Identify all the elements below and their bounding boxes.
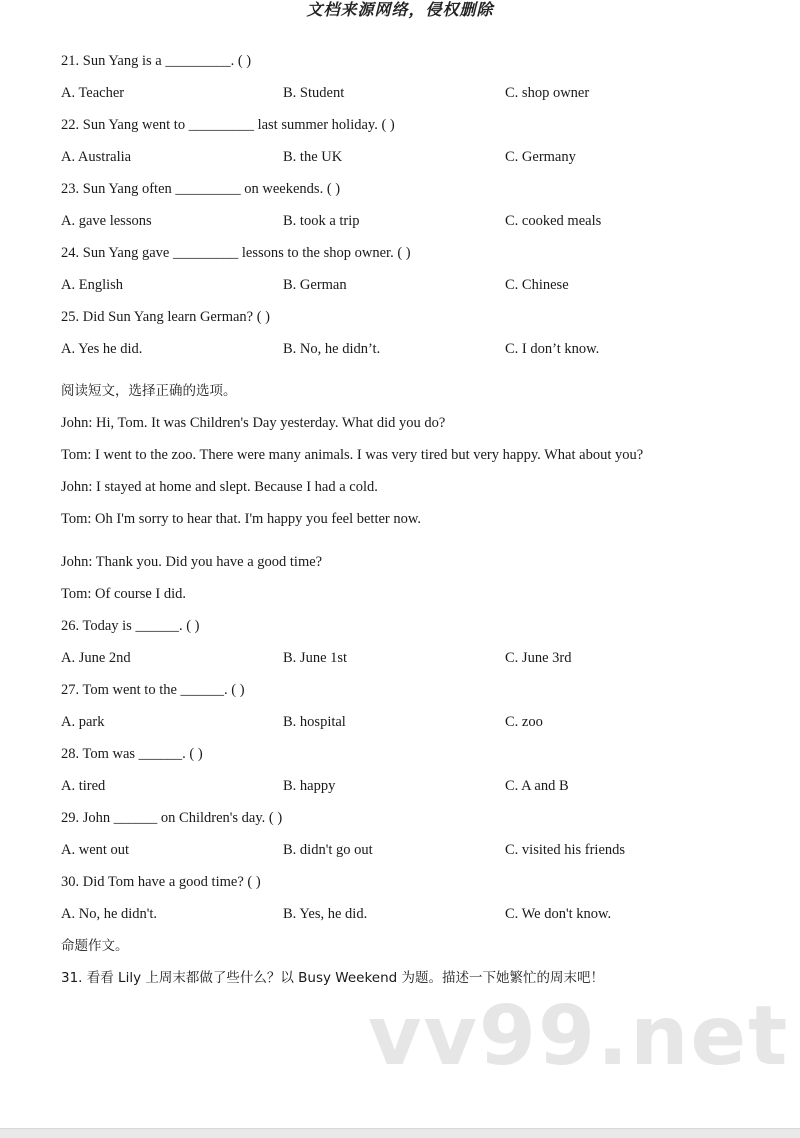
question-21-option-a: A. Teacher — [61, 85, 125, 101]
question-27-option-a: A. park — [61, 714, 105, 730]
question-29: 29. John ______ on Children's day. ( ) — [61, 810, 283, 826]
question-30-option-b: B. Yes, he did. — [283, 906, 368, 922]
question-22-option-b: B. the UK — [283, 149, 343, 165]
question-22-option-a: A. Australia — [61, 149, 132, 165]
composition-prompt: 31. 看看 Lily 上周末都做了些什么？以 Busy Weekend 为题。描述一下她繁忙的周末吧！ — [61, 970, 605, 986]
question-23-option-c: C. cooked meals — [505, 213, 602, 229]
question-23: 23. Sun Yang often _________ on weekends. ( ) — [61, 181, 341, 197]
question-25: 25. Did Sun Yang learn German? ( ) — [61, 309, 271, 325]
question-25-option-c: C. I don’t know. — [505, 341, 600, 357]
question-26-option-b: B. June 1st — [283, 650, 348, 666]
question-25-option-b: B. No, he didn’t. — [283, 341, 381, 357]
dialogue-line: John: Thank you. Did you have a good time? — [61, 554, 323, 570]
question-29-option-c: C. visited his friends — [505, 842, 626, 858]
composition-title: 命题作文。 — [61, 938, 129, 954]
question-26: 26. Today is ______. ( ) — [61, 618, 200, 634]
question-28: 28. Tom was ______. ( ) — [61, 746, 203, 762]
question-24-option-b: B. German — [283, 277, 347, 293]
question-24: 24. Sun Yang gave _________ lessons to the shop owner. ( ) — [61, 245, 411, 261]
question-29-option-b: B. didn't go out — [283, 842, 373, 858]
question-26-option-c: C. June 3rd — [505, 650, 572, 666]
question-21-option-c: C. shop owner — [505, 85, 590, 101]
question-30-option-a: A. No, he didn't. — [61, 906, 158, 922]
source-disclaimer: 文档来源网络，侵权删除 — [306, 0, 494, 19]
question-25-option-a: A. Yes he did. — [61, 341, 143, 357]
question-30-option-c: C. We don't know. — [505, 906, 612, 922]
question-24-option-a: A. English — [61, 277, 124, 293]
dialogue-line: John: Hi, Tom. It was Children's Day yesterday. What did you do? — [61, 415, 446, 431]
question-29-option-a: A. went out — [61, 842, 130, 858]
question-22: 22. Sun Yang went to _________ last summer holiday. ( ) — [61, 117, 395, 133]
question-28-option-b: B. happy — [283, 778, 336, 794]
dialogue-line: Tom: I went to the zoo. There were many animals. I was very tired but very happy. What about you? — [61, 447, 644, 463]
question-28-option-a: A. tired — [61, 778, 106, 794]
dialogue-line: Tom: Of course I did. — [61, 586, 187, 602]
question-27-option-b: B. hospital — [283, 714, 346, 730]
question-28-option-c: C. A and B — [505, 778, 569, 794]
question-24-option-c: C. Chinese — [505, 277, 569, 293]
dialogue-line: Tom: Oh I'm sorry to hear that. I'm happy you feel better now. — [61, 511, 422, 527]
dialogue-line: John: I stayed at home and slept. Because I had a cold. — [61, 479, 378, 495]
question-27: 27. Tom went to the ______. ( ) — [61, 682, 245, 698]
reading-instruction: 阅读短文，选择正确的选项。 — [61, 383, 237, 399]
question-26-option-a: A. June 2nd — [61, 650, 131, 666]
question-22-option-c: C. Germany — [505, 149, 576, 165]
site-watermark: vv99.net — [368, 989, 790, 1084]
question-21: 21. Sun Yang is a _________. ( ) — [61, 53, 252, 69]
question-27-option-c: C. zoo — [505, 714, 543, 730]
question-23-option-a: A. gave lessons — [61, 213, 152, 229]
question-21-option-b: B. Student — [283, 85, 345, 101]
question-30: 30. Did Tom have a good time? ( ) — [61, 874, 261, 890]
question-23-option-b: B. took a trip — [283, 213, 360, 229]
